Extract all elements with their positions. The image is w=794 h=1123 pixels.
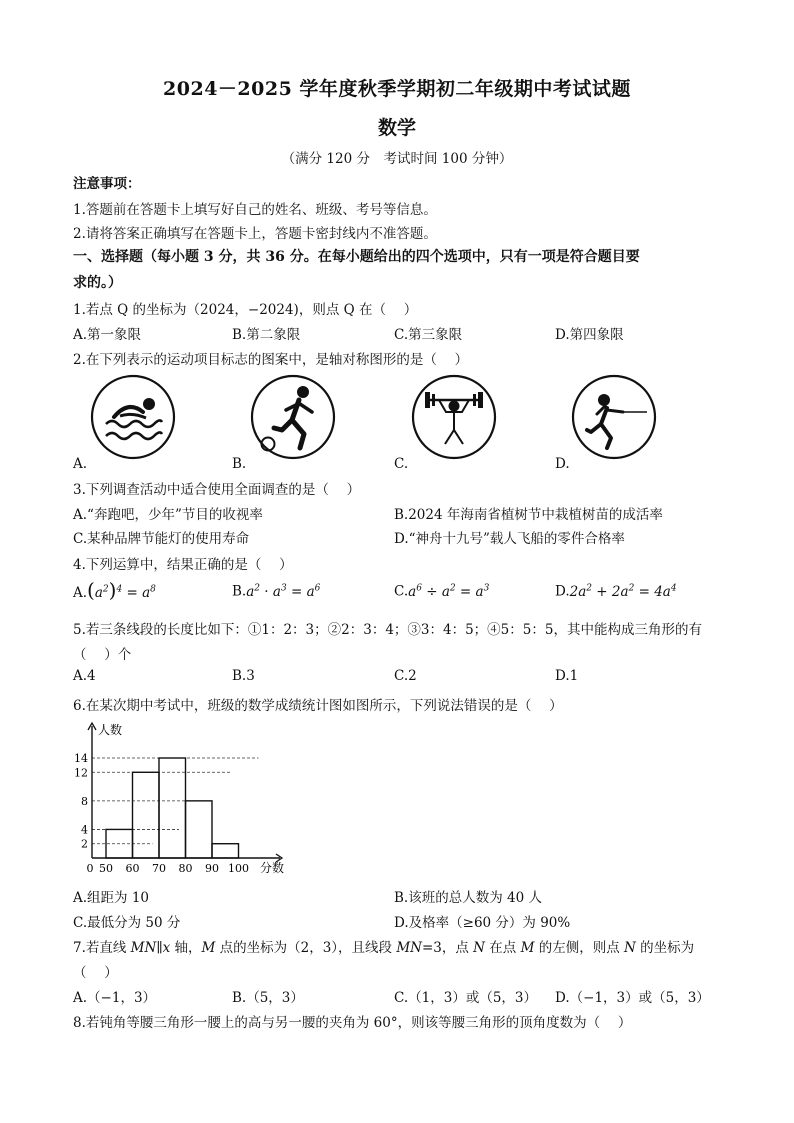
- q6-option-d: D.及格率（≥60 分）为 90%: [394, 915, 571, 931]
- q2-option-b: B.: [232, 456, 247, 472]
- note-1: 1.答题前在答题卡上填写好自己的姓名、班级、考号等信息。: [73, 202, 437, 218]
- q7-stem: [73, 936, 694, 956]
- y-axis-label: 人数: [98, 723, 123, 737]
- q7-option-b: B.（5，3）: [232, 990, 304, 1006]
- q7-text-1: MN: [130, 940, 157, 956]
- histogram-bar: [186, 801, 213, 858]
- x-tick-label: 80: [178, 862, 193, 875]
- fencing-icon: [569, 372, 659, 466]
- q5-option-c: C.2: [394, 668, 417, 684]
- q5-stem: 5.若三条线段的长度比如下：①1：2：3；②2：3：4；③3：4：5；④5：5：5，其中能构成三角形的有: [73, 622, 702, 638]
- q7-text-2: ∥: [156, 940, 163, 956]
- q4-option-d: $D.2a^2 + 2a^2 = 4a^4$: [555, 583, 677, 600]
- q5-stem-cont: （ ）个: [73, 647, 132, 663]
- histogram-chart: [70, 718, 300, 884]
- y-tick-label: 2: [81, 837, 88, 851]
- page-title: 2024－2025 学年度秋季学期初二年级期中考试试题: [163, 78, 631, 100]
- histogram-bar: [159, 758, 186, 858]
- q7-option-d: D.（−1，3）或（5，3）: [555, 990, 710, 1006]
- q7-text-13: N: [624, 940, 636, 956]
- note-2: 2.请将答案正确填写在答题卡上，答题卡密封线内不准答题。: [73, 226, 437, 242]
- q7-text-4: 轴，: [170, 940, 202, 956]
- q4-option-b: $B.a^2 \cdot a^3 = a^6$: [232, 583, 321, 600]
- q7-text-14: 的坐标为: [635, 940, 695, 956]
- q3-stem: 3.下列调查活动中适合使用全面调查的是（ ）: [73, 482, 361, 498]
- q6-option-a: A.组距为 10: [73, 890, 150, 906]
- x-tick-label: 0: [86, 862, 94, 875]
- q4-option-a: $A.(a^2)^4 = a^8$: [73, 578, 156, 602]
- y-tick-label: 4: [81, 823, 88, 837]
- x-axis-label: 分数: [259, 861, 284, 875]
- x-tick-label: 60: [125, 862, 140, 875]
- q1-option-c: C.第三象限: [394, 327, 463, 343]
- weightlifting-icon: [409, 372, 499, 466]
- q5-option-a: A.4: [73, 668, 96, 684]
- subject-title: 数学: [377, 117, 416, 139]
- swimming-icon: [88, 372, 178, 466]
- x-tick-label: 70: [152, 862, 166, 875]
- histogram-bar: [133, 772, 160, 858]
- q2-stem: 2.在下列表示的运动项目标志的图案中，是轴对称图形的是（ ）: [73, 352, 469, 368]
- q7-text-10: 在点: [484, 940, 521, 956]
- q5-option-b: B.3: [232, 668, 255, 684]
- q4-label-c: C.: [394, 583, 409, 600]
- q6-option-c: C.最低分为 50 分: [73, 915, 181, 931]
- histogram-bar: [212, 844, 239, 858]
- q3-option-b: B.2024 年海南省植树节中栽植树苗的成活率: [394, 507, 663, 523]
- q7-text-11: M: [520, 940, 535, 956]
- q7-text-5: M: [201, 940, 216, 956]
- q4-label-b: B.: [232, 583, 247, 600]
- q3-option-a: A.“奔跑吧，少年”节目的收视率: [73, 507, 263, 523]
- q8-stem: 8.若钝角等腰三角形一腰上的高与另一腰的夹角为 60°，则该等腰三角形的顶角度数为（ ）: [73, 1015, 632, 1031]
- q1-option-b: B.第二象限: [232, 327, 301, 343]
- q3-option-d: D.“神舟十九号”载人飞船的零件合格率: [394, 531, 625, 547]
- q7-text-7: MN: [396, 940, 422, 956]
- q1-stem: 1.若点 Q 的坐标为（2024，−2024)，则点 Q 在（ ）: [73, 302, 418, 318]
- exam-meta: （满分 120 分 考试时间 100 分钟）: [281, 151, 513, 167]
- q3-option-c: C.某种品牌节能灯的使用寿命: [73, 531, 250, 547]
- y-tick-label: 8: [81, 794, 88, 808]
- q7-option-c: C.（1，3）或（5，3）: [394, 990, 537, 1006]
- q1-option-d: D.第四象限: [555, 327, 624, 343]
- section-1-heading-cont: 求的。）: [73, 275, 122, 291]
- q7-text-8: =3，点: [421, 940, 474, 956]
- q2-option-a: A.: [73, 456, 88, 472]
- q7-text-3: x: [162, 940, 171, 956]
- q4-label-d: D.: [555, 583, 570, 600]
- q7-option-a: A.（−1，3）: [73, 990, 157, 1006]
- q6-option-b: B.该班的总人数为 40 人: [394, 890, 542, 906]
- q4-label-a: A.: [73, 585, 88, 601]
- q7-text-6: 点的坐标为（2，3），且线段: [215, 940, 397, 956]
- x-tick-label: 100: [228, 862, 249, 875]
- histogram-svg: [70, 718, 300, 880]
- x-tick-label: 50: [99, 862, 113, 875]
- soccer-icon: [248, 372, 338, 466]
- q7-text-9: N: [473, 940, 485, 956]
- q2-option-c: C.: [394, 456, 409, 472]
- q7-stem-cont: （ ）: [73, 965, 118, 981]
- section-1-heading: 一、选择题（每小题 3 分，共 36 分。在每小题给出的四个选项中，只有一项是符合题目要: [73, 249, 640, 265]
- notes-heading: 注意事项：: [73, 176, 141, 192]
- q7-text-12: 的左侧，则点: [534, 940, 624, 956]
- q5-option-d: D.1: [555, 668, 579, 684]
- q6-stem: 6.在某次期中考试中，班级的数学成绩统计图如图所示，下列说法错误的是（ ）: [73, 698, 563, 714]
- y-tick-label: 14: [74, 752, 88, 765]
- q2-option-d: D.: [555, 456, 570, 472]
- q4-stem: 4.下列运算中，结果正确的是（ ）: [73, 557, 293, 573]
- q7-text-0: 7.若直线: [73, 940, 131, 956]
- x-tick-label: 90: [205, 862, 219, 875]
- q4-option-c: $C.a^6 \div a^2 = a^3$: [394, 583, 490, 600]
- q1-option-a: A.第一象限: [73, 327, 142, 343]
- y-tick-label: 12: [74, 766, 88, 780]
